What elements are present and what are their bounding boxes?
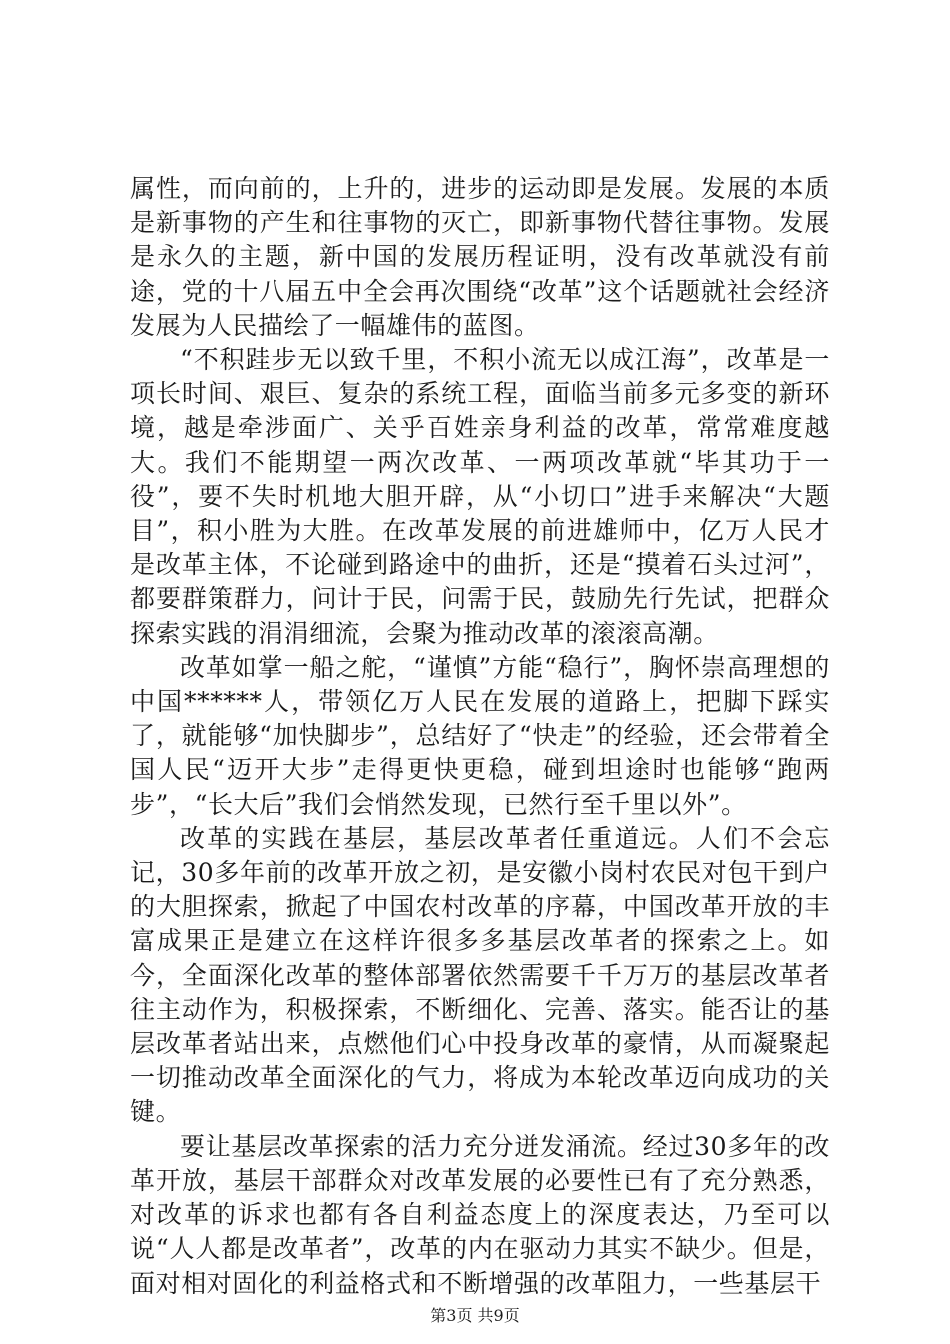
- page-footer: [0, 1306, 950, 1326]
- paragraph-2: “不积跬步无以致千里，不积小流无以成江海”，改革是一项长时间、艰巨、复杂的系统工程，面临当前多元多变的新环境，越是牵涉面广、关乎百姓亲身利益的改革，常常难度越大。我们不能期望一两次改革、一两项改革就“毕其功于一役”，要不失时机地大胆开辟，从“小切口”进手来解决“大题目”，积小胜为大胜。在改革发展的前进雄师中，亿万人民才是改革主体，不论碰到路途中的曲折，还是“摸着石头过河”，都要群策群力，问计于民，问需于民，鼓励先行先试，把群众探索实践的涓涓细流，会聚为推动改革的滚滚高潮。: [130, 345, 830, 648]
- page-number: 第3页 共9页: [430, 1306, 520, 1325]
- paragraph-4: 改革的实践在基层，基层改革者任重道远。人们不会忘记，30多年前的改革开放之初，是安徽小岗村农民对包干到户的大胆探索，掀起了中国农村改革的序幕，中国改革开放的丰富成果正是建立在这样许很多多基层改革者的探索之上。如今，全面深化改革的整体部署依然需要千千万万的基层改革者往主动作为，积极探索，不断细化、完善、落实。能否让的基层改革者站出来，点燃他们心中投身改革的豪情，从而凝聚起一切推动改革全面深化的气力，将成为本轮改革迈向成功的关键。: [130, 823, 830, 1127]
- paragraph-3: 改革如掌一船之舵，“谨慎”方能“稳行”，胸怀崇高理想的中国******人，带领亿万人民在发展的道路上，把脚下踩实了，就能够“加快脚步”，总结好了“快走”的经验，还会带着全国人民“迈开大步”走得更快更稳，碰到坦途时也能够“跑两步”，“长大后”我们会悄然发现，已然行至千里以外”。: [130, 652, 830, 819]
- body-text: [130, 172, 830, 1301]
- paragraph-1: 属性，而向前的，上升的，进步的运动即是发展。发展的本质是新事物的产生和往事物的灭亡，即新事物代替往事物。发展是永久的主题，新中国的发展历程证明，没有改革就没有前途，党的十八届五中全会再次围绕“改革”这个话题就社会经济发展为人民描绘了一幅雄伟的蓝图。: [130, 174, 830, 340]
- paragraph-5: 要让基层改革探索的活力充分迸发涌流。经过30多年的改革开放，基层干部群众对改革发展的必要性已有了充分熟悉，对改革的诉求也都有各自利益态度上的深度表达，乃至可以说“人人都是改革者”，改革的内在驱动力其实不缺少。但是，面对相对固化的利益格式和不断增强的改革阻力，一些基层干: [130, 1131, 830, 1298]
